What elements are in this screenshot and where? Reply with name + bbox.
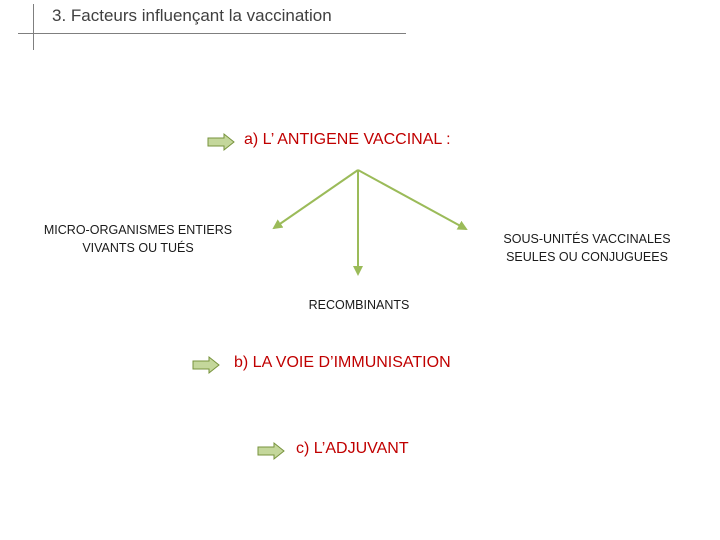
branch-label-left-line1: MICRO-ORGANISMES ENTIERS [43,223,233,237]
branch-label-left [30,221,246,257]
branch-label-right [490,230,684,266]
block-arrow-a-icon [208,134,234,150]
section-c-heading: c) L’ADJUVANT [296,440,409,457]
branch-label-center: RECOMBINANTS [308,298,410,312]
section-b-heading: b) LA VOIE D’IMMUNISATION [234,354,451,371]
branch-line-right [358,170,466,229]
branch-label-right-line1: SOUS-UNITÉS VACCINALES [503,232,671,246]
branch-label-left-line2: VIVANTS OU TUÉS [82,241,194,255]
block-arrow-b-icon [193,357,219,373]
slide-title: 3. Facteurs influençant la vaccination [52,6,332,25]
section-a-heading: a) L’ ANTIGENE VACCINAL : [244,131,451,148]
branch-line-left [274,170,358,228]
branch-label-right-line2: SEULES OU CONJUGUEES [506,250,668,264]
block-arrow-c-icon [258,443,284,459]
